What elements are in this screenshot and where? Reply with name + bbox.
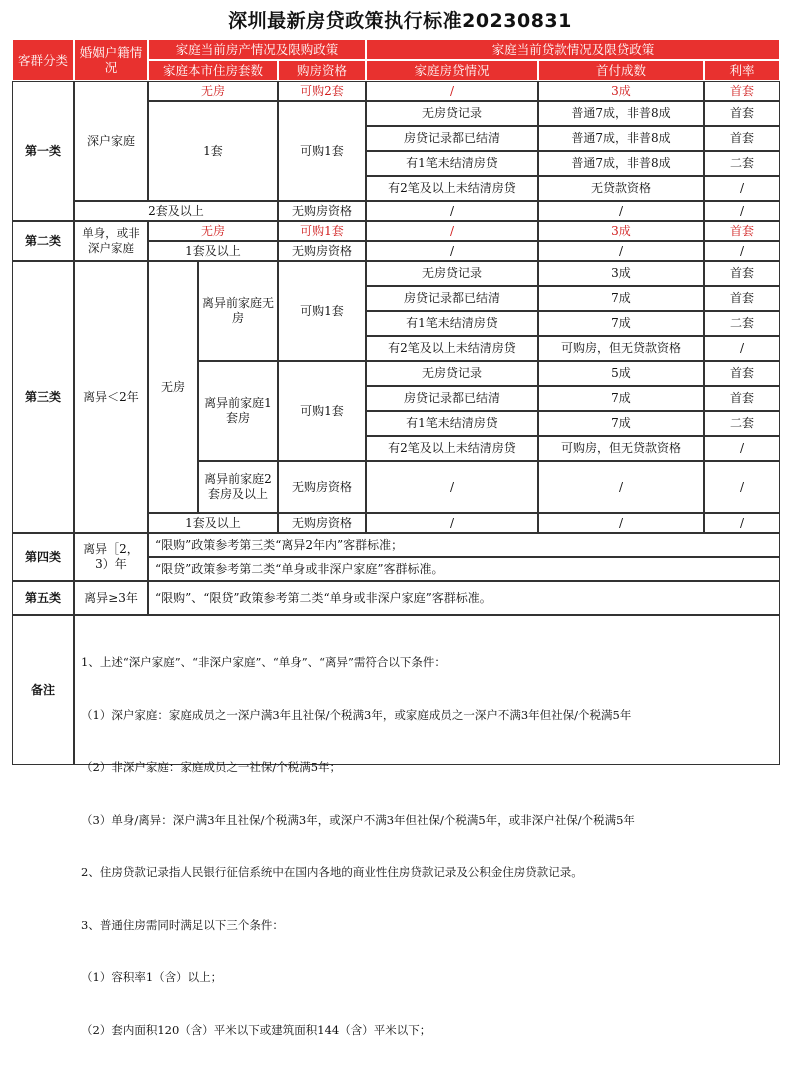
- class1-r5-down: 无贷款资格: [538, 176, 704, 201]
- class2-r2-down: /: [538, 241, 704, 261]
- class3-a-row3-down: 7成: [538, 311, 704, 336]
- class1-r1-rate: 首套: [704, 81, 780, 101]
- header-purchase-qual: 购房资格: [278, 60, 366, 81]
- class1-r4-loan: 有1笔未结清房贷: [366, 151, 538, 176]
- class2-r2-loan: /: [366, 241, 538, 261]
- header-loan-status: 家庭房贷情况: [366, 60, 538, 81]
- class1-r6-down: /: [538, 201, 704, 221]
- class2-r2-houses: 1套及以上: [148, 241, 278, 261]
- class2-r1-down: 3成: [538, 221, 704, 241]
- class3-a-row2-rate: 首套: [704, 286, 780, 311]
- class1-r2-down: 普通7成，非普8成: [538, 101, 704, 126]
- class3-a-row1-rate: 首套: [704, 261, 780, 286]
- class3-b-prior: 离异前家庭1套房: [198, 361, 278, 461]
- notes-line: （1）容积率1（含）以上；: [81, 970, 223, 984]
- class1-marital: 深户家庭: [74, 81, 148, 201]
- header-rate: 利率: [704, 60, 780, 81]
- header-marital: 婚姻户籍情况: [74, 39, 148, 81]
- class3-b-row2-rate: 首套: [704, 386, 780, 411]
- class3-a-row1-loan: 无房贷记录: [366, 261, 538, 286]
- class1-qual-1: 可购1套: [278, 101, 366, 201]
- class5-label: 第五类: [12, 581, 74, 615]
- class1-houses-1: 1套: [148, 101, 278, 201]
- class3-c-qual: 无购房资格: [278, 461, 366, 513]
- class3-d-down: /: [538, 513, 704, 533]
- class1-r3-loan: 房贷记录都已结清: [366, 126, 538, 151]
- notes-line: 1、上述“深户家庭”、“非深户家庭”、“单身”、“离异”需符合以下条件：: [81, 655, 446, 669]
- class3-d-loan: /: [366, 513, 538, 533]
- class3-b-row3-rate: 二套: [704, 411, 780, 436]
- class3-b-row4-rate: /: [704, 436, 780, 461]
- notes-line: （3）单身/离异：深户满3年且社保/个税满3年，或深户不满3年但社保/个税满5年，或非深户社保/个税满5年: [81, 812, 635, 827]
- class1-label: 第一类: [12, 81, 74, 221]
- class5-line: “限购”、“限贷”政策参考第二类“单身或非深户家庭”客群标准。: [148, 581, 780, 615]
- class1-r5-loan: 有2笔及以上未结清房贷: [366, 176, 538, 201]
- class1-r6-qual: 无购房资格: [278, 201, 366, 221]
- class3-b-row2-down: 7成: [538, 386, 704, 411]
- class3-b-row2-loan: 房贷记录都已结清: [366, 386, 538, 411]
- class1-r6-houses: 2套及以上: [74, 201, 278, 221]
- class1-r6-rate: /: [704, 201, 780, 221]
- class3-a-row4-rate: /: [704, 336, 780, 361]
- class3-b-row4-loan: 有2笔及以上未结清房贷: [366, 436, 538, 461]
- policy-table: [12, 39, 780, 1037]
- class2-r1-qual: 可购1套: [278, 221, 366, 241]
- header-down-payment: 首付成数: [538, 60, 704, 81]
- class1-r3-rate: 首套: [704, 126, 780, 151]
- header-loan-policy: 家庭当前贷款情况及限贷政策: [366, 39, 780, 60]
- class1-r6-loan: /: [366, 201, 538, 221]
- class3-a-row2-down: 7成: [538, 286, 704, 311]
- class1-r2-rate: 首套: [704, 101, 780, 126]
- notes-content: [74, 615, 780, 1037]
- class1-r1-houses: 无房: [148, 81, 278, 101]
- class3-a-row3-rate: 二套: [704, 311, 780, 336]
- class3-a-row2-loan: 房贷记录都已结清: [366, 286, 538, 311]
- header-group: 客群分类: [12, 39, 74, 81]
- class1-r1-loan: /: [366, 81, 538, 101]
- class3-a-row4-down: 可购房，但无贷款资格: [538, 336, 704, 361]
- class1-r4-down: 普通7成，非普8成: [538, 151, 704, 176]
- class3-a-prior: 离异前家庭无房: [198, 261, 278, 361]
- class4-line1: “限购”政策参考第三类“离异2年内”客群标准；: [148, 533, 780, 557]
- class4-label: 第四类: [12, 533, 74, 581]
- class2-r1-rate: 首套: [704, 221, 780, 241]
- class3-label: 第三类: [12, 261, 74, 533]
- page-title: 深圳最新房贷政策执行标准20230831: [228, 10, 572, 32]
- class3-b-row1-rate: 首套: [704, 361, 780, 386]
- header-house-count: 家庭本市住房套数: [148, 60, 278, 81]
- class4-marital: 离异［2，3）年: [74, 533, 148, 581]
- class3-b-row3-down: 7成: [538, 411, 704, 436]
- header-housing-policy: 家庭当前房产情况及限购政策: [148, 39, 366, 60]
- class3-b-row3-loan: 有1笔未结清房贷: [366, 411, 538, 436]
- class1-r5-rate: /: [704, 176, 780, 201]
- class3-d-houses: 1套及以上: [148, 513, 278, 533]
- class5-marital: 离异≥3年: [74, 581, 148, 615]
- class3-marital: 离异＜2年: [74, 261, 148, 533]
- class3-c-loan: /: [366, 461, 538, 513]
- class3-a-qual: 可购1套: [278, 261, 366, 361]
- class3-b-row1-down: 5成: [538, 361, 704, 386]
- class2-r1-loan: /: [366, 221, 538, 241]
- notes-line: 3、普通住房需同时满足以下三个条件：: [81, 917, 284, 932]
- class2-marital: 单身，或非深户家庭: [74, 221, 148, 261]
- notes-label: 备注: [12, 615, 74, 765]
- class1-r4-rate: 二套: [704, 151, 780, 176]
- class3-a-row4-loan: 有2笔及以上未结清房贷: [366, 336, 538, 361]
- class3-d-qual: 无购房资格: [278, 513, 366, 533]
- class3-d-rate: /: [704, 513, 780, 533]
- class1-r1-qual: 可购2套: [278, 81, 366, 101]
- class3-a-row1-down: 3成: [538, 261, 704, 286]
- class3-b-row1-loan: 无房贷记录: [366, 361, 538, 386]
- class3-a-row3-loan: 有1笔未结清房贷: [366, 311, 538, 336]
- notes-line: 2、住房贷款记录指人民银行征信系统中在国内各地的商业性住房贷款记录及公积金住房贷款记录。: [81, 865, 583, 879]
- class3-c-down: /: [538, 461, 704, 513]
- notes-line: （2）非深户家庭：家庭成员之一社保/个税满5年；: [81, 760, 342, 774]
- class3-b-qual: 可购1套: [278, 361, 366, 461]
- class2-r2-rate: /: [704, 241, 780, 261]
- notes-line: （2）套内面积120（含）平米以下或建筑面积144（含）平米以下；: [81, 1022, 432, 1037]
- class2-r1-houses: 无房: [148, 221, 278, 241]
- class3-b-row4-down: 可购房，但无贷款资格: [538, 436, 704, 461]
- notes-line: （1）深户家庭：家庭成员之一深户满3年且社保/个税满3年，或家庭成员之一深户不满3年但社保/个税满5年: [81, 707, 632, 722]
- class2-label: 第二类: [12, 221, 74, 261]
- class3-no-house: 无房: [148, 261, 198, 513]
- class4-line2: “限贷”政策参考第二类“单身或非深户家庭”客群标准。: [148, 557, 780, 581]
- class2-r2-qual: 无购房资格: [278, 241, 366, 261]
- class3-c-prior: 离异前家庭2套房及以上: [198, 461, 278, 513]
- class1-r2-loan: 无房贷记录: [366, 101, 538, 126]
- class1-r3-down: 普通7成，非普8成: [538, 126, 704, 151]
- class1-r1-down: 3成: [538, 81, 704, 101]
- class3-c-rate: /: [704, 461, 780, 513]
